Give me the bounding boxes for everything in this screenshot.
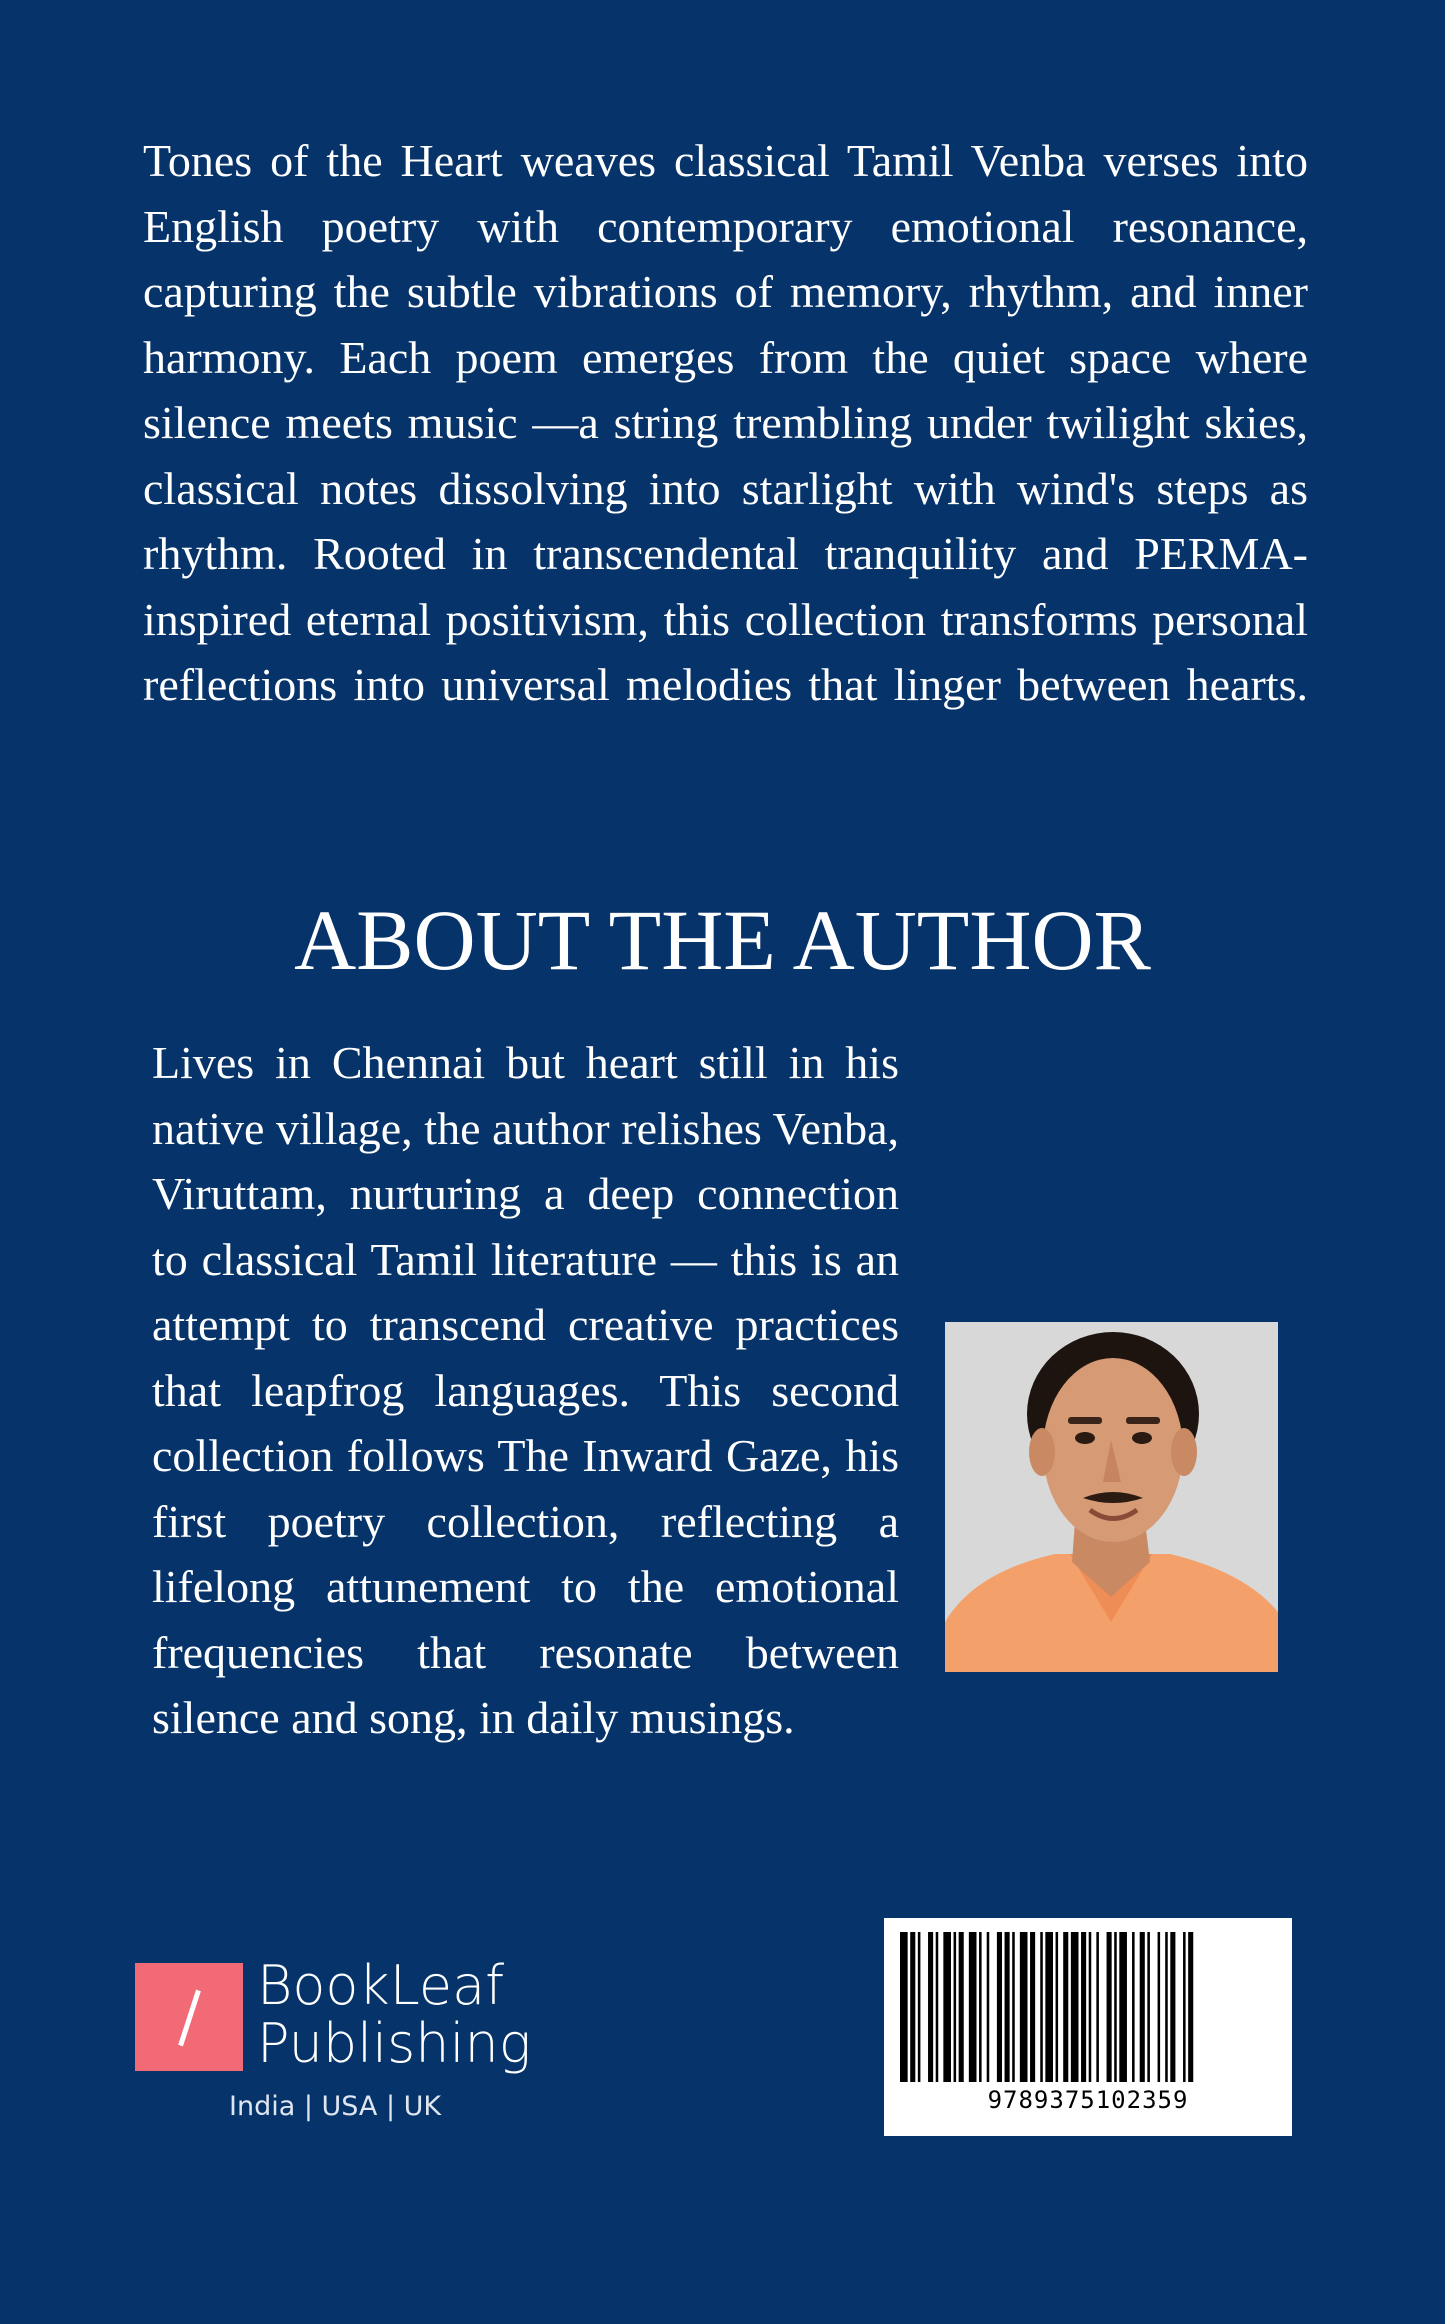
book-blurb: Tones of the Heart weaves classical Tamil Venba verses into English poetry with contemporary emotional resonance, capturing the subtle vibrations of memory, rhythm, and inner harmony. Each poem emerges from the quiet space where silence meets music —a string trembling under twilight skies, classical notes dissolving into starlight with wind's steps as rhythm. Rooted in transcendental tranquility and PERMA-inspired eternal positivism, this collection transforms personal reflections into universal melodies that linger between hearts. [143, 135, 1308, 710]
isbn-number: 9789375102359 [987, 2086, 1189, 2114]
author-bio: Lives in Chennai but heart still in his native village, the author relishes Venba, Viruttam, nurturing a deep connection to classical Tamil literature — this is an attempt to transcend creative practices that leapfrog languages. This second collection follows The Inward Gaze, his first poetry collection, reflecting a lifelong attunement to the emotional frequencies that resonate between silence and song, in daily musings. [152, 1037, 899, 1743]
barcode-bars [900, 1932, 1276, 2082]
publisher-logo [135, 1954, 555, 2133]
isbn-barcode [884, 1918, 1292, 2136]
slash-logo-icon [135, 1963, 243, 2071]
publisher-name-line1: BookLeaf [257, 1954, 505, 2017]
about-author-heading: ABOUT THE AUTHOR [294, 892, 1151, 988]
author-portrait-image [945, 1322, 1278, 1672]
publisher-name [257, 1954, 532, 2075]
publisher-regions: India | USA | UK [229, 2091, 442, 2122]
publisher-name-line2: Publishing [257, 2012, 532, 2075]
author-photo [945, 1322, 1278, 1672]
